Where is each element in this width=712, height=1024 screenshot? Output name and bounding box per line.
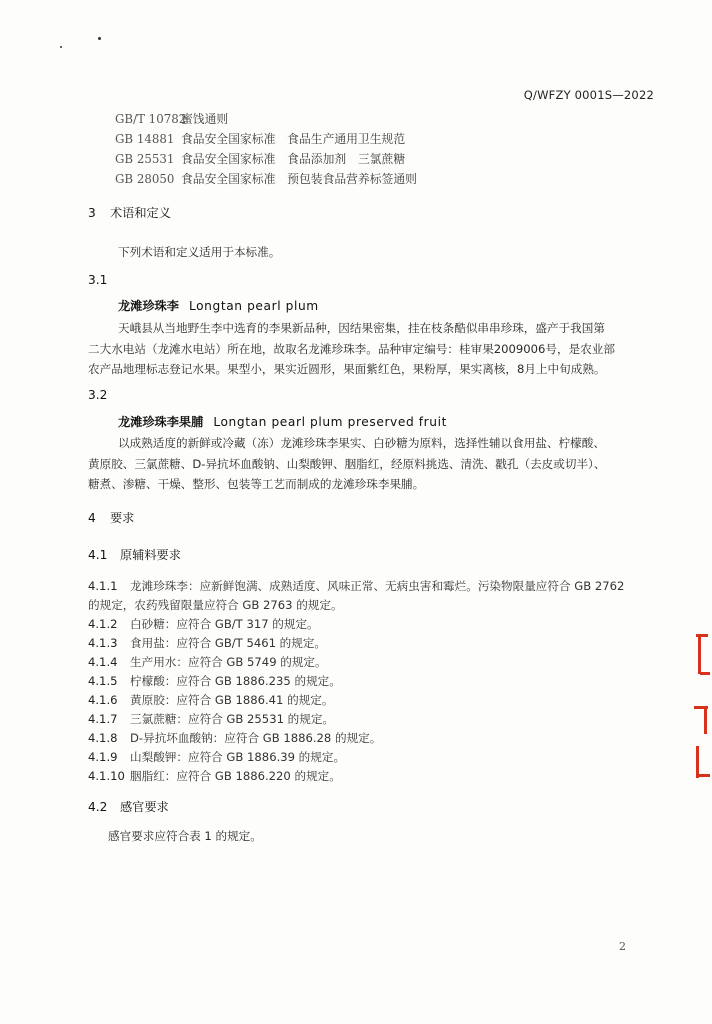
subsection-number: 4.1 xyxy=(88,548,108,562)
requirement-item xyxy=(88,711,334,727)
requirement-item xyxy=(88,654,327,670)
requirement-number: 4.1.2 xyxy=(88,617,118,631)
term-definition-line: 天峨县从当地野生李中选育的李果新品种，因结果密集，挂在枝条酷似串串珍珠，盛产于我国第 xyxy=(118,321,605,335)
term-definition-line: 以成熟适度的新鲜或冷藏（冻）龙滩珍珠李果实、白砂糖为原料，选择性辅以食用盐、柠檬酸、 xyxy=(118,436,605,450)
section-heading xyxy=(88,205,171,221)
term-definition-line: 糖煮、渗糖、干燥、整形、包装等工艺而制成的龙滩珍珠李果脯。 xyxy=(88,477,425,491)
section-title: 术语和定义 xyxy=(110,206,171,220)
requirement-text: 胭脂红：应符合 GB 1886.220 的规定。 xyxy=(130,769,341,783)
reference-text: 食品安全国家标准 食品生产通用卫生规范 xyxy=(181,132,406,146)
requirement-item xyxy=(88,749,345,765)
requirement-text: 山梨酸钾：应符合 GB 1886.39 的规定。 xyxy=(130,750,346,764)
requirement-item xyxy=(88,768,341,784)
reference-text: 食品安全国家标准 食品添加剂 三氯蔗糖 xyxy=(181,152,406,166)
term-number: 3.2 xyxy=(88,388,108,402)
reference-item xyxy=(115,171,417,187)
reference-item xyxy=(115,131,405,147)
reference-text: 食品安全国家标准 预包装食品营养标签通则 xyxy=(181,172,417,186)
reference-code: GB/T 10782 xyxy=(115,112,187,126)
term-title xyxy=(118,414,447,430)
subsection-heading xyxy=(88,799,169,815)
term-definition-line: 农产品地理标志登记水果。果型小，果实近圆形，果面紫红色，果粉厚，果实离核，8月上中旬成熟。 xyxy=(88,362,606,376)
reference-item xyxy=(115,111,228,127)
scan-speck xyxy=(98,37,101,40)
section-number: 4 xyxy=(88,511,96,525)
subsection-text: 感官要求应符合表 1 的规定。 xyxy=(108,829,262,843)
requirement-text: 的规定，农药残留限量应符合 GB 2763 的规定。 xyxy=(88,598,343,612)
scan-speck xyxy=(60,46,62,48)
requirement-item xyxy=(88,616,319,632)
term-definition-line: 黄原胶、三氯蔗糖、D-异抗坏血酸钠、山梨酸钾、胭脂红，经原料挑选、清洗、戳孔（去皮或切半）、 xyxy=(88,457,606,471)
requirement-number: 4.1.10 xyxy=(88,769,125,783)
requirement-text: 生产用水：应符合 GB 5749 的规定。 xyxy=(130,655,327,669)
subsection-title: 感官要求 xyxy=(120,800,169,814)
requirement-text: 三氯蔗糖：应符合 GB 25531 的规定。 xyxy=(130,712,335,726)
requirement-item xyxy=(88,692,333,708)
reference-text: 蜜饯通则 xyxy=(181,112,229,126)
term-title-cn: 龙滩珍珠李果脯 xyxy=(118,415,204,429)
requirement-text: 龙滩珍珠李：应新鲜饱满、成熟适度、风味正常、无病虫害和霉烂。污染物限量应符合 GB 2762 xyxy=(130,579,625,593)
term-title-en: Longtan pearl plum xyxy=(188,299,319,313)
seal-fragment xyxy=(692,628,712,778)
reference-code: GB 25531 xyxy=(115,152,175,166)
reference-code: GB 28050 xyxy=(115,172,175,186)
requirement-number: 4.1.8 xyxy=(88,731,118,745)
requirement-item xyxy=(88,578,624,594)
section-number: 3 xyxy=(88,206,96,220)
document-code: Q/WFZY 0001S—2022 xyxy=(523,88,654,102)
term-title xyxy=(118,298,319,314)
term-definition-line: 二大水电站（龙滩水电站）所在地，故取名龙滩珍珠李。品种审定编号：桂审果2009006号，是农业部 xyxy=(88,342,615,356)
page-number: 2 xyxy=(619,940,626,953)
term-title-cn: 龙滩珍珠李 xyxy=(118,299,179,313)
requirement-text: 白砂糖：应符合 GB/T 317 的规定。 xyxy=(130,617,319,631)
requirement-continuation xyxy=(88,597,343,613)
requirement-text: 黄原胶：应符合 GB 1886.41 的规定。 xyxy=(130,693,334,707)
term-number: 3.1 xyxy=(88,273,108,287)
section-title: 要求 xyxy=(110,511,135,525)
section-heading xyxy=(88,510,134,526)
requirement-number: 4.1.4 xyxy=(88,655,118,669)
requirement-number: 4.1.1 xyxy=(88,579,118,593)
term-title-en: Longtan pearl plum preserved fruit xyxy=(213,415,447,429)
requirement-number: 4.1.5 xyxy=(88,674,118,688)
reference-code: GB 14881 xyxy=(115,132,175,146)
requirement-text: D-异抗坏血酸钠：应符合 GB 1886.28 的规定。 xyxy=(130,731,382,745)
requirement-number: 4.1.9 xyxy=(88,750,118,764)
subsection-heading xyxy=(88,547,181,563)
section-intro: 下列术语和定义适用于本标准。 xyxy=(118,245,281,259)
requirement-number: 4.1.6 xyxy=(88,693,118,707)
subsection-title: 原辅料要求 xyxy=(120,548,181,562)
requirement-text: 食用盐：应符合 GB/T 5461 的规定。 xyxy=(130,636,327,650)
requirement-text: 柠檬酸：应符合 GB 1886.235 的规定。 xyxy=(130,674,341,688)
requirement-item xyxy=(88,635,326,651)
requirement-number: 4.1.7 xyxy=(88,712,118,726)
requirement-item xyxy=(88,673,341,689)
requirement-number: 4.1.3 xyxy=(88,636,118,650)
reference-item xyxy=(115,151,405,167)
requirement-item xyxy=(88,730,381,746)
subsection-number: 4.2 xyxy=(88,800,108,814)
